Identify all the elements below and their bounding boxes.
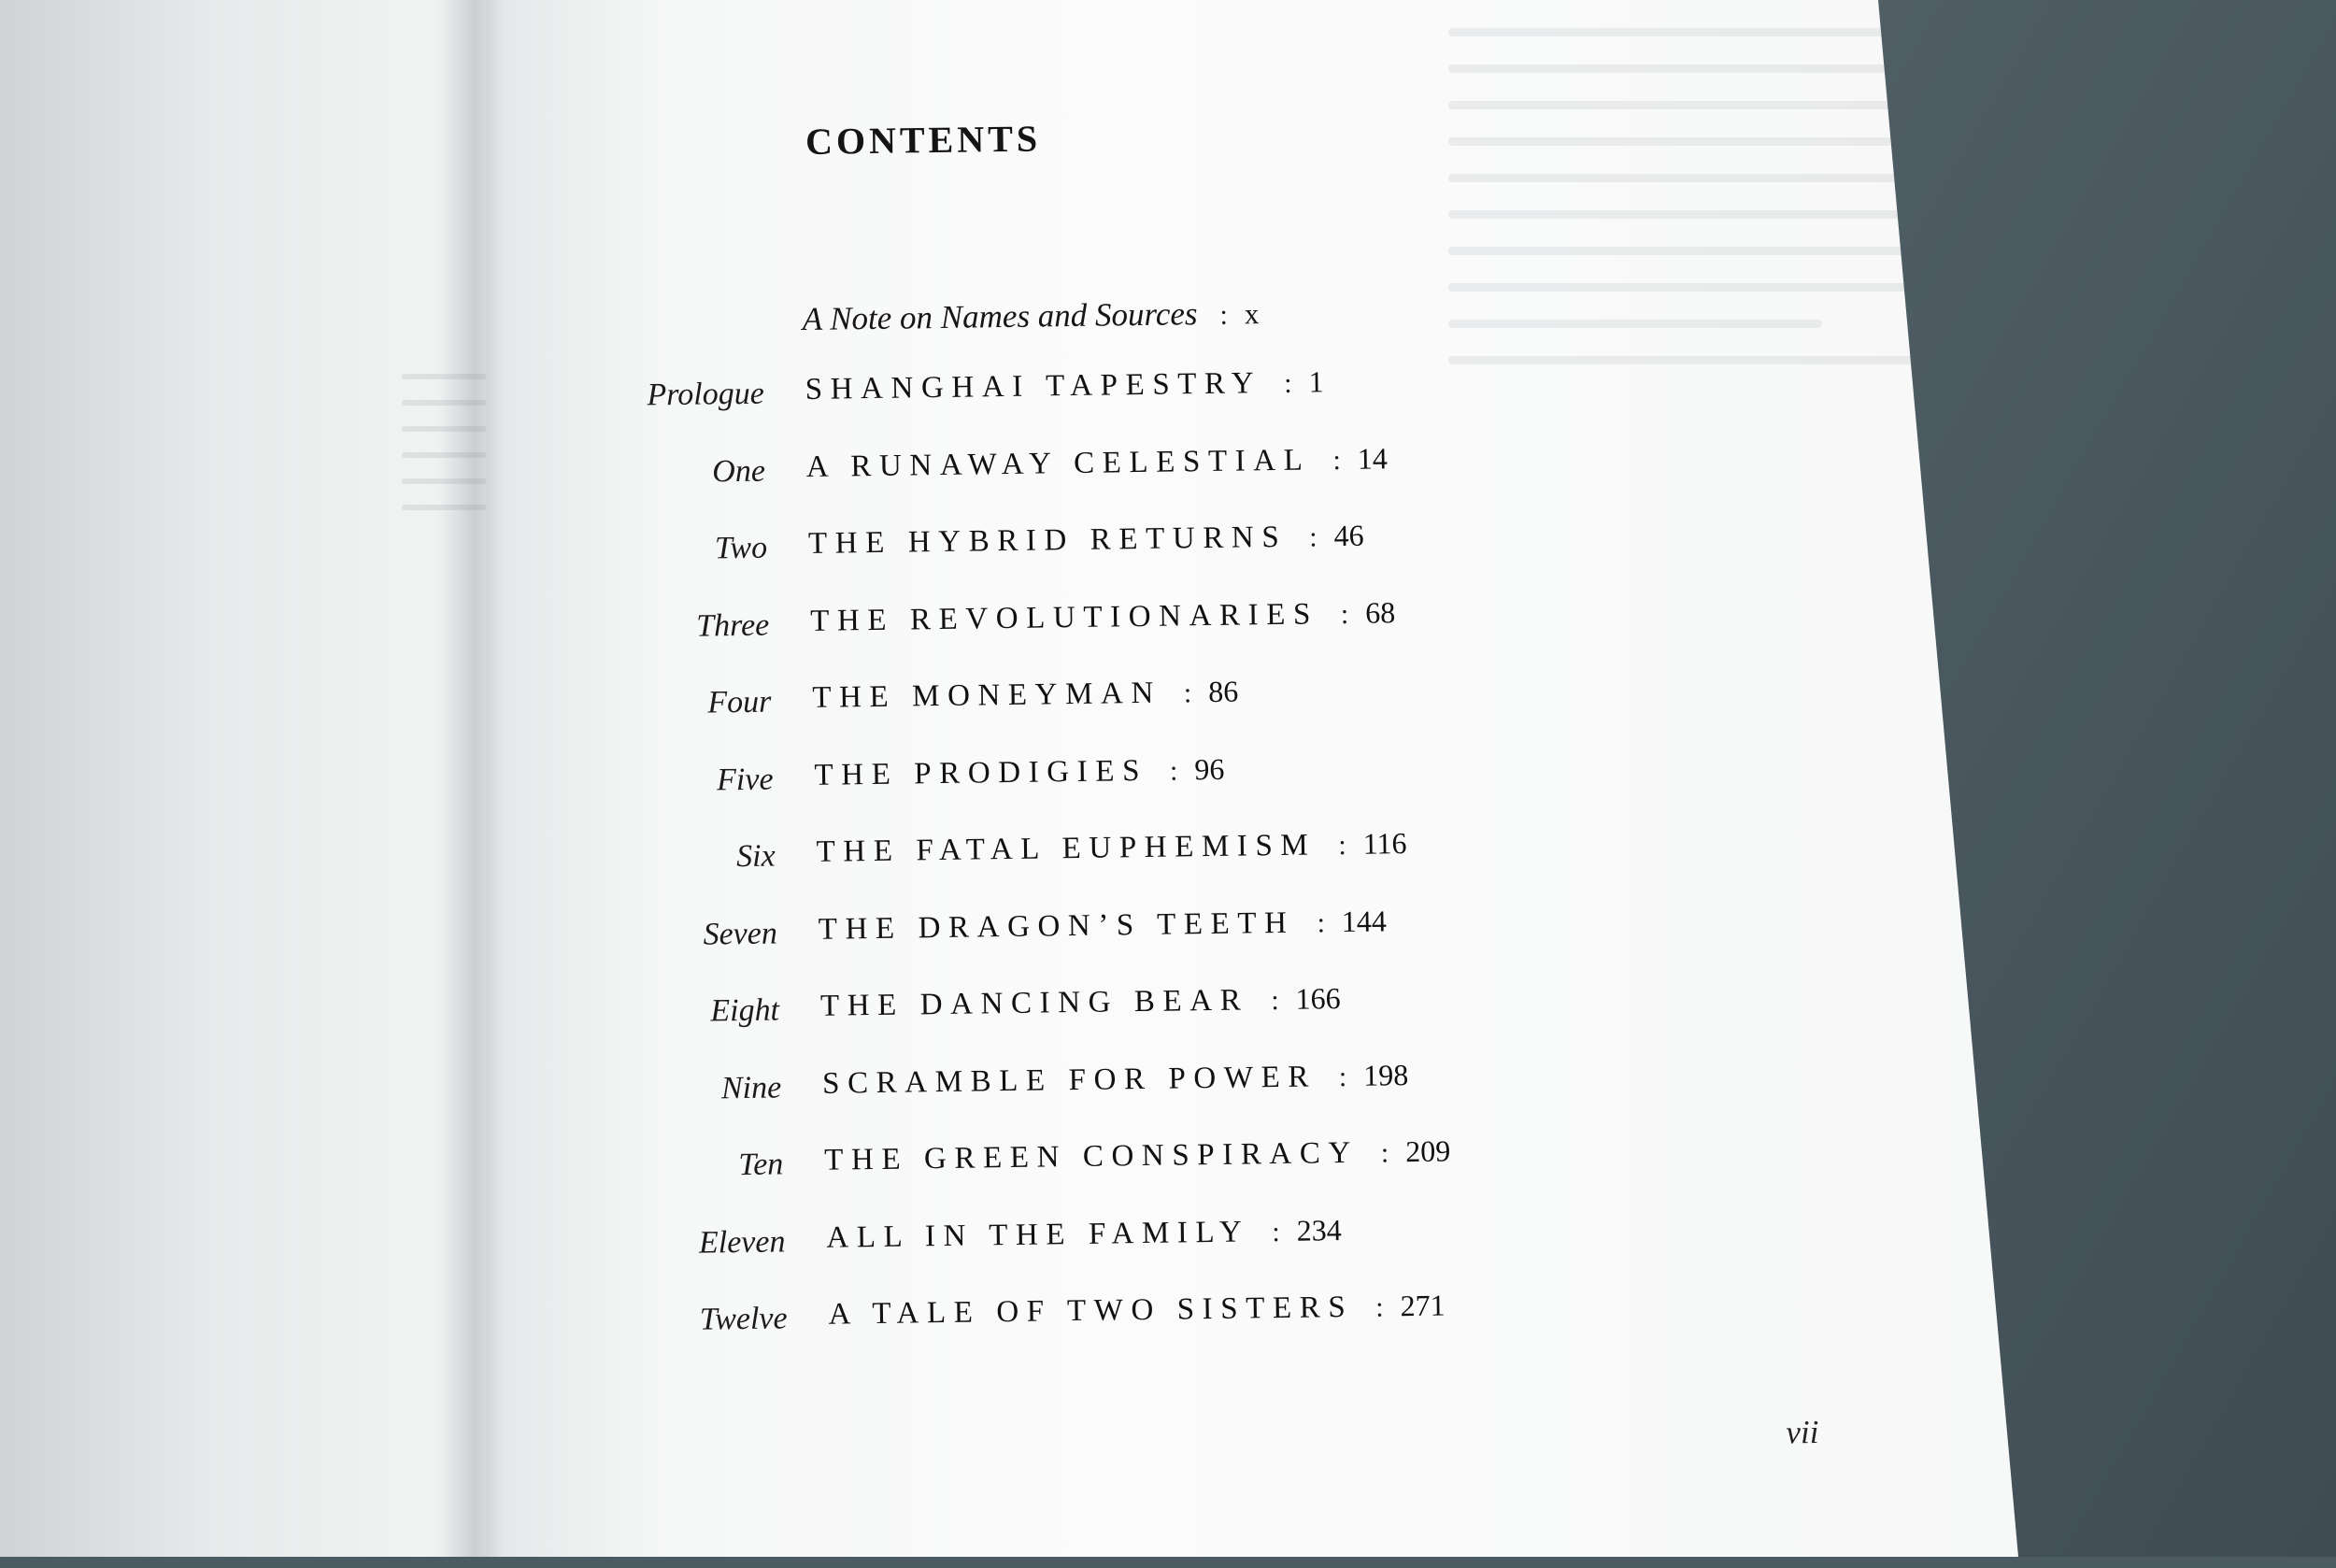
chapter-label: Three [695,607,770,644]
chapter-entry [820,981,1341,1024]
chapter-page-number: 209 [1404,1133,1451,1169]
chapter-title: THE FATAL EUPHEMISM [816,828,1317,869]
chapter-separator: : [1380,1137,1389,1169]
front-matter-separator: : [1219,299,1229,331]
chapter-label: One [712,453,766,490]
chapter-title: THE GREEN CONSPIRACY [823,1135,1360,1177]
chapter-label: Nine [720,1070,782,1106]
chapter-page-number: 271 [1400,1288,1446,1323]
chapter-separator: : [1340,598,1349,631]
chapter-separator: : [1183,677,1192,709]
chapter-page-number: 234 [1296,1213,1342,1247]
chapter-label: Seven [703,916,778,952]
chapter-entry [822,1058,1409,1102]
chapter-entry [819,904,1388,947]
chapter-entry [808,519,1364,562]
chapter-page-number: 166 [1295,981,1341,1016]
chapter-separator: : [1284,367,1292,399]
chapter-label: Four [707,684,772,720]
front-matter-page: x [1244,297,1260,331]
chapter-title: SHANGHAI TAPESTRY [805,366,1262,407]
chapter-label: Ten [738,1147,784,1183]
chapter-entry [805,364,1323,407]
chapter-separator: : [1375,1291,1384,1323]
chapter-entry [810,595,1396,639]
chapter-title: SCRAMBLE FOR POWER [821,1060,1318,1101]
chapter-page-number: 144 [1341,904,1388,939]
chapter-page-number: 1 [1308,364,1324,399]
chapter-separator: : [1271,984,1279,1017]
chapter-separator: : [1169,755,1178,787]
chapter-title: THE PRODIGIES [814,753,1148,792]
chapter-entry [828,1289,1446,1333]
chapter-page-number: 46 [1333,518,1364,553]
chapter-separator: : [1309,521,1318,553]
chapter-entry [806,441,1388,485]
chapter-label: Six [735,838,776,875]
chapter-title: THE REVOLUTIONARIES [809,597,1319,638]
toc-front-matter-entry [802,294,1259,338]
chapter-separator: : [1338,829,1346,862]
chapter-title: THE HYBRID RETURNS [807,520,1288,561]
chapter-page-number: 116 [1362,826,1407,861]
chapter-entry [816,826,1406,870]
chapter-separator: : [1338,1061,1347,1093]
chapter-separator: : [1317,907,1326,939]
chapter-title: ALL IN THE FAMILY [826,1215,1250,1255]
chapter-label: Twelve [699,1301,788,1337]
front-matter-title: A Note on Names and Sources [802,295,1198,338]
chapter-entry [812,675,1238,716]
chapter-label: Eleven [698,1224,786,1261]
chapter-label: Five [716,762,774,798]
chapter-entry [826,1213,1342,1256]
chapter-title: THE DRAGON’S TEETH [818,905,1295,947]
chapter-page-number: 198 [1362,1058,1409,1092]
chapter-page-number: 96 [1194,751,1225,787]
chapter-title: THE MONEYMAN [812,676,1162,715]
chapter-title: A RUNAWAY CELESTIAL [805,443,1311,484]
chapter-label: Two [714,530,768,566]
contents-heading: CONTENTS [805,117,1042,163]
page-folio: vii [1786,1413,1819,1451]
chapter-title: THE DANCING BEAR [819,983,1249,1023]
chapter-page-number: 68 [1364,595,1396,630]
chapter-title: A TALE OF TWO SISTERS [828,1290,1354,1332]
chapter-entry [814,752,1224,793]
chapter-label: Prologue [647,376,765,413]
chapter-entry [824,1133,1451,1177]
chapter-page-number: 14 [1357,441,1389,476]
chapter-page-number: 86 [1207,674,1239,709]
chapter-separator: : [1272,1216,1280,1248]
chapter-label: Eight [710,992,780,1029]
chapter-separator: : [1332,445,1342,477]
